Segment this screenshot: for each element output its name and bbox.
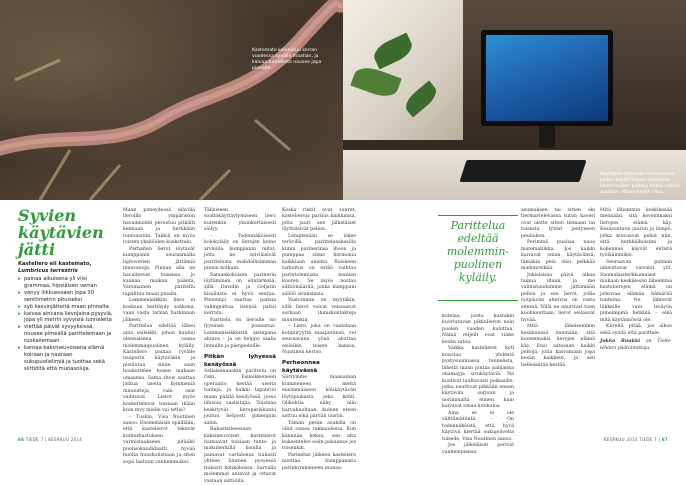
author-name: Jukka Ruukki [600, 339, 640, 345]
computer-desk-photo [343, 0, 686, 200]
earthworm-photo [0, 0, 343, 200]
footer-right [604, 437, 668, 442]
pull-quote: Parittelua edeltää molemmin- puolinen kyläily. [446, 219, 510, 284]
author-byline [600, 339, 672, 352]
fact-item: ▸ venyy liikkuessaan jopa 30 senttimetrin pituiseksi [18, 290, 114, 304]
paragraph: Koska riskit ovat suuret, kastelieroja paritus kaikkansa, jotta juuri sen jälkeläiset täyttäisivät pellon. [282, 208, 356, 233]
paragraph: kotelaa, joista kustakin kuoriutuvan pikkulieron noin puolen vuoden kuluttua. Nämä veljeilt ovat viime kesän satoa. [442, 314, 514, 345]
body-column-2 [204, 208, 276, 485]
article-title: Syvien käytävien jätti [18, 206, 104, 259]
paragraph: – Tuskin, Visa Nuutinen sanoo. Ensimmäisin epäillään, että kastelierot tekevät kotitarkastuksen varmistaakseen, pitääkö puolisokandidaatti hyvää huolta huusholiistaan ja siten sopii laatuun vanhemmaksi. [123, 414, 195, 465]
monitor-stand [539, 126, 555, 148]
page-number-right: 67 [661, 437, 668, 442]
paragraph: Jokioisissa päivä alkaa taipua iltaan, ja me valmistaudumme jättämään pellon ja sen lierot, joilla työpäivän aherrus on vasta edessä. Yöllä ne nauttivat tuen kuohkeuttaan, lierot seilaavat hyvää. [521, 272, 595, 323]
paragraph: Perimmä puoliaa nuoa matematiikka. Jos kaikki kaivavat oman käytävänsä, tämäkin pelu olisi pelkkää madonreikää. [521, 240, 595, 272]
paragraph: asumuksen tai sitten oki tiermartelevassa tutun kaveri ovat olette sitten tiemaan tai toisesta tytöst jentyneen peuliokon. [521, 208, 595, 239]
paragraph: Siirrymme maanaman kummeneen mettä ensimmäiseen kotikäytävän löytöpaikasta joka kohti. Olikohtia näky niin harvahuoltaan, kuinen eteen sattuu eikä pärvän uustin. [282, 375, 356, 420]
keyboard-icon [459, 160, 586, 182]
paragraph: Tällaiseen soidinkäyttäytymiseen liero kuitenkin yksinkertaisesti säilyy. [204, 208, 276, 233]
paragraph: Tämän pesän asukilla on ollut onnea rakkaudessa. Kun kännnän keksu, sen alta kuksentelee esiin pakaansa jos toisenkin. [282, 420, 356, 452]
author-role: on Tiede-lehden päätoimittaja. [600, 339, 673, 351]
monitor [481, 30, 613, 126]
paragraph: Lemptesään se iskee terävillä parittelusakasilla kiinni parinerinsa ihoon ja pumppaa siime hormonia kaikkiaan aineita. Ruiskeen tarkoitus on estää vaihtoa parintolemusta munien kuoren. Se myös nostaa siittiömäärää, jonka kumppani säilöö sisuksiinsa. [282, 233, 356, 297]
footer-left-text: TIEDE 7 | KESÄKUU 2014 [25, 437, 83, 442]
paragraph: Lemmenleikkiin liero ei koskaan heittäydy sokkona, vaan vasta tarkan harkinnan jälkeen. [123, 298, 195, 323]
pull-quote-rule-top [438, 215, 518, 216]
fact-item: ▸ viettää päivät syvyyksissä, nousee pimeällä parittelemaan ja ruokailemaan [18, 324, 114, 345]
section-heading: Pitkän lyhyessä kesäyössä [204, 353, 276, 368]
fact-box-heading [18, 261, 112, 274]
fact-box-subtitle: Kasteliero eli kastemato, [18, 261, 92, 267]
paragraph: Aina se ei ole välttämätöntä. – On todennäköistä, että hyvä käytävä kiertää sukupolvelta toiselle, Visa Nuutinen sanoo. [442, 410, 514, 442]
fact-item: ▸ syö kasvinjätteitä maan pinnalta [18, 304, 114, 311]
earthworm-illustration [0, 0, 343, 200]
footer-right-text: KESÄKUU 2014 TIEDE 7 | [603, 437, 661, 442]
paragraph: Parittelu on lieroille iso fyysinen ponnistus. Lemmenleikkeistä aiempana ahtava – ja on helppo saalis linnuille ja pienpedoille. [204, 317, 276, 349]
paragraph: Vaikka kastelierot kotl kouotaa yhdestä pystysuunnassa tunnelista, lähellä maan pintaa palijanna ohamayja sivukäytäviä. Ne kuulivat luultavasti poikasille, jotka nauttivat pikkään ennen käytävän surjuun ja norimmalta ennen kuin kaivavat omaa kotikoloa. [442, 346, 514, 410]
fact-item: ▸ painaa aikuisena yli viisi grammaa, hipsiäisen verran [18, 276, 114, 290]
paragraph: Maan pimeydessä elävillä lieroilla ympäristön havainnointi perustuu pitkälti kemiaan ja herkkään tuntoaistiin. Takkiä on myös toisten yksilöiden koskettelu. [123, 208, 195, 246]
paragraph: Vastoinmin on myytäkin, sillä lierot voivat veissaavat sarkaan ihmiskontakteja muutenkin. [282, 298, 356, 323]
paragraph: Mitä läheisemmin kesäkuussä mennään, sitä kovemmaksi lierojen elämä käy. Ensi satosaan kaikki peltoja, joita kasvamaan jopa kesän kaikkein, ja sen hellesäätää kestää. [521, 324, 595, 368]
monitor-screen [486, 35, 608, 121]
paragraph: – Todennäköisesti kolokyläily on lierojen keino arvioida kumppanin mitat, jotta ne selviäisivät parittelusta mahdollisimman pienin kolhuin. [204, 233, 276, 272]
right-photo-caption: Käyttäjille tarjotaan tietokoneita, joiden käyttö kaipaa istumista, kenen kaiken polttuu tietoa säätää maahan. Maanviljelijä sitoo. [600, 172, 680, 195]
fact-item: ▸ kantaa kaksineuvoisena elämä koiraan ja naaraan sukupuolielimiä ja tuottaa sekä siittiöitä että munasoluja. [18, 345, 114, 373]
paragraph: Mitä lähemmin keskikesää mennään, sitä kovemmaksi lierojen elämä käy. Kesäsontuon juuriin ja lämpö, jotka kuivaavat pellot niin, että herkkäihoisten ja kohennus käyvät entistä työläämmiksi. [600, 208, 672, 259]
section-heading: Perheonnea käytävässä [282, 360, 320, 375]
left-photo-caption: Kastemato kaivautuu kerran vuodessa syvälle maahan, ja kaivaa tunneleita nousee jopa pinnalle. [252, 48, 322, 71]
pull-quote-rule-bottom [438, 300, 518, 301]
paragraph: Parittelua edeltää läheu aina esileikki, johon kuuluu olennaisena osana molemminpuolinen kyläily. Kasteliero painaa ryvälle naapurin käytäväkin ja pistäutuu sinne, saan houkuttelee toisen mukaan omaansa. Sama show saattaa jatkua useita kymmeniä minuutteja, vain osat vaihtuvat. Lierot myös koskettelevat toisiaan ikään kuin myy mielle vai tetlie? [123, 324, 195, 414]
paragraph: Samankokoisen parinerin löytäminen on elintärkeää, sillä Davidin ja Goljatin kisailusta ei hyvä seuraa. Pienempi saattaa paitsia vahingoittaa itsensä paitsi kerrata. [204, 272, 276, 317]
species-name: Lumbricus terrestris [18, 267, 78, 274]
body-column-3 [282, 208, 356, 472]
paragraph: – Liero, joka on vaatelaan kotipiiryyttä maaperänsä, voi seuraavana yönä aloittaa esileikin toisen kanssa, Nuutinen kertoo. [282, 324, 356, 355]
fact-list [18, 276, 114, 373]
body-column-6 [600, 208, 672, 352]
paragraph: Sellaisenaankin parittelu on riski. Esileikkeineen operaatio kestää useita tunteja, ja kaikki tapahtuu maan päällä kesäyössä, jossa lähisuu saalistajia. Toisinaa keskityvät lieropariskunta joutuu helposti pimenpiin saliin. [204, 368, 276, 426]
page-number-left: 66 [18, 437, 25, 442]
body-column-4 [442, 314, 514, 456]
paragraph: Parinelun jälkeen kasteliero nuottaa kumppanista parinkymmeneen munaa- [282, 452, 356, 471]
body-column-1 [123, 208, 195, 466]
paragraph: Rakastelleessaan kaksineuvoiset kastelierot hamuavat toisiaan tunto- ja makuherkillä lisuilla ja painavat vartalonsa tiukasti yhteen häntien pysyessä tiukasti kotikoloissa. Sarvalla molemmat antavat ja ottavat vastaan siittiöitä. [204, 427, 276, 484]
footer-left [18, 437, 82, 442]
paragraph: Seuraavan pulman aiheuttavat vaivalot yöt. Suomalaisterkkumaiset mukaan keskikesän läheimmä kastelierojen elämä on jatkuvaa elämän hämärää tunteina. Ne lähtevät liikkeille vain lesäyön pimeimpinä hetkinä – eikä mitä käytännössä ole. [600, 259, 672, 323]
paragraph: Parhaiten lierot löytävät kumppanin seuraamalla lajitoverien jättämiä limavanoja. Pinnan alla ne havaitsevat toisensa jo kaukaa maikan pääntä. Varsinainen paritellu tapahtuu maan pinalla. [123, 246, 195, 297]
fact-item: ▸ kaivaa aincana lievojaina pysyviä, jopa yli metrin syvyisiä tunneleita [18, 311, 114, 325]
paragraph: Kiireitä pitää, jos aikoo sekä syödä että parittele. [600, 324, 672, 336]
body-column-5 [521, 208, 595, 369]
paragraph: Jos jälkeläiset perivät vanhempiensa [442, 443, 514, 455]
